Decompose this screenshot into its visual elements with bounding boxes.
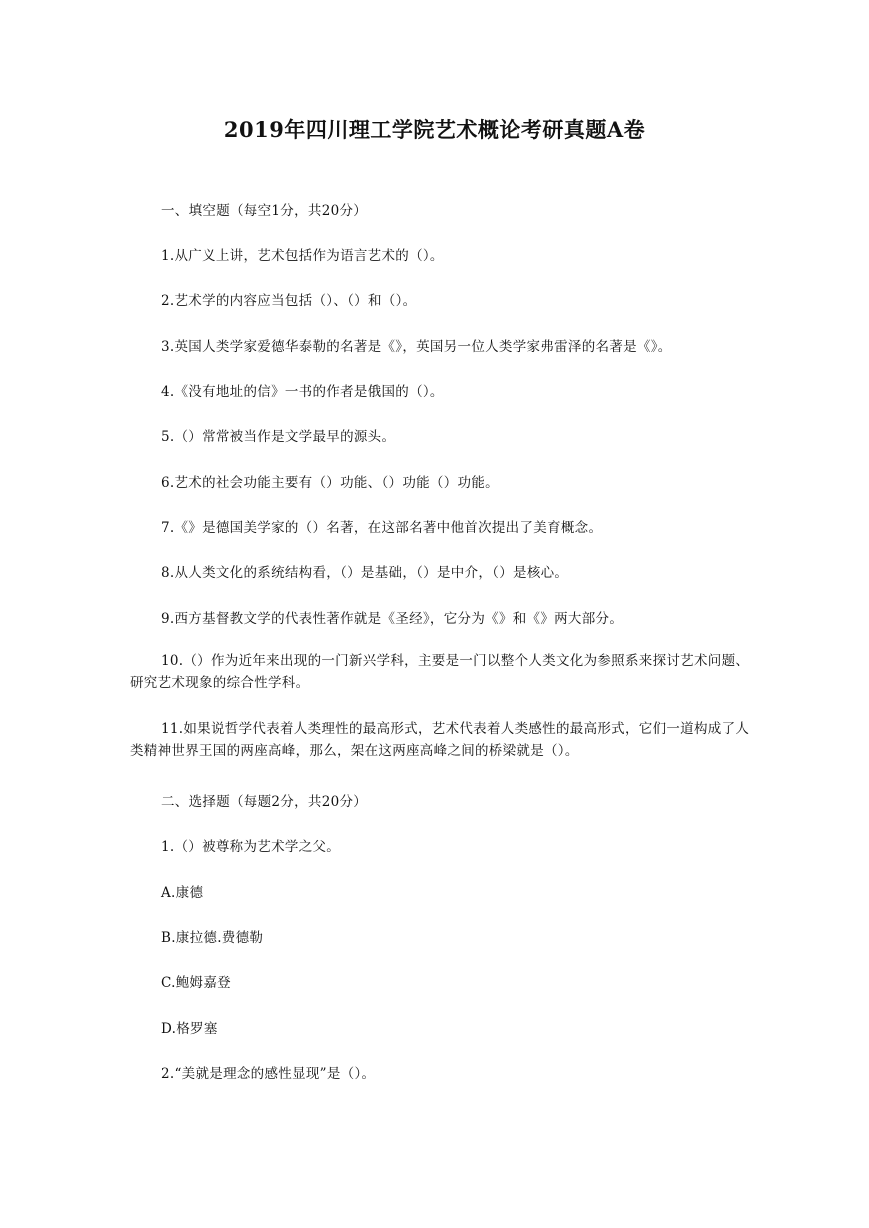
choice-option-b: B.康拉德.费德勒 bbox=[161, 930, 264, 946]
section-1-heading: 一、填空题（每空1分，共20分） bbox=[161, 203, 368, 219]
fill-question-4: 4.《没有地址的信》一书的作者是俄国的（）。 bbox=[161, 384, 444, 400]
fill-question-10: 10.（）作为近年来出现的一门新兴学科，主要是一门以整个人类文化为参照系来探讨艺术问题、研究艺术现象的综合性学科。 bbox=[130, 653, 750, 691]
fill-question-7: 7.《》是德国美学家的（）名著，在这部名著中他首次提出了美育概念。 bbox=[161, 520, 603, 536]
choice-option-d: D.格罗塞 bbox=[161, 1021, 218, 1037]
fill-question-2: 2.艺术学的内容应当包括（）、（）和（）。 bbox=[161, 293, 417, 309]
choice-option-c: C.鲍姆嘉登 bbox=[161, 975, 231, 991]
choice-option-a: A.康德 bbox=[161, 885, 204, 901]
choice-question-2: 2.“美就是理念的感性显现”是（）。 bbox=[161, 1066, 376, 1082]
fill-question-9: 9.西方基督教文学的代表性著作就是《圣经》，它分为《》和《》两大部分。 bbox=[161, 611, 624, 627]
page-title: 2019年四川理工学院艺术概论考研真题A卷 bbox=[223, 117, 646, 142]
fill-question-5: 5.（）常常被当作是文学最早的源头。 bbox=[161, 429, 396, 445]
fill-question-3: 3.英国人类学家爱德华泰勒的名著是《》，英国另一位人类学家弗雷泽的名著是《》。 bbox=[161, 339, 672, 355]
fill-question-11: 11.如果说哲学代表着人类理性的最高形式，艺术代表着人类感性的最高形式，它们一道构成了人类精神世界王国的两座高峰，那么，架在这两座高峰之间的桥梁就是（）。 bbox=[130, 721, 750, 759]
choice-question-1: 1.（）被尊称为艺术学之父。 bbox=[161, 839, 341, 855]
fill-question-8: 8.从人类文化的系统结构看，（）是基础，（）是中介，（）是核心。 bbox=[161, 565, 569, 581]
fill-question-1: 1.从广义上讲，艺术包括作为语言艺术的（）。 bbox=[161, 248, 444, 264]
fill-question-6: 6.艺术的社会功能主要有（）功能、（）功能（）功能。 bbox=[161, 475, 499, 491]
section-2-heading: 二、选择题（每题2分，共20分） bbox=[161, 794, 368, 810]
